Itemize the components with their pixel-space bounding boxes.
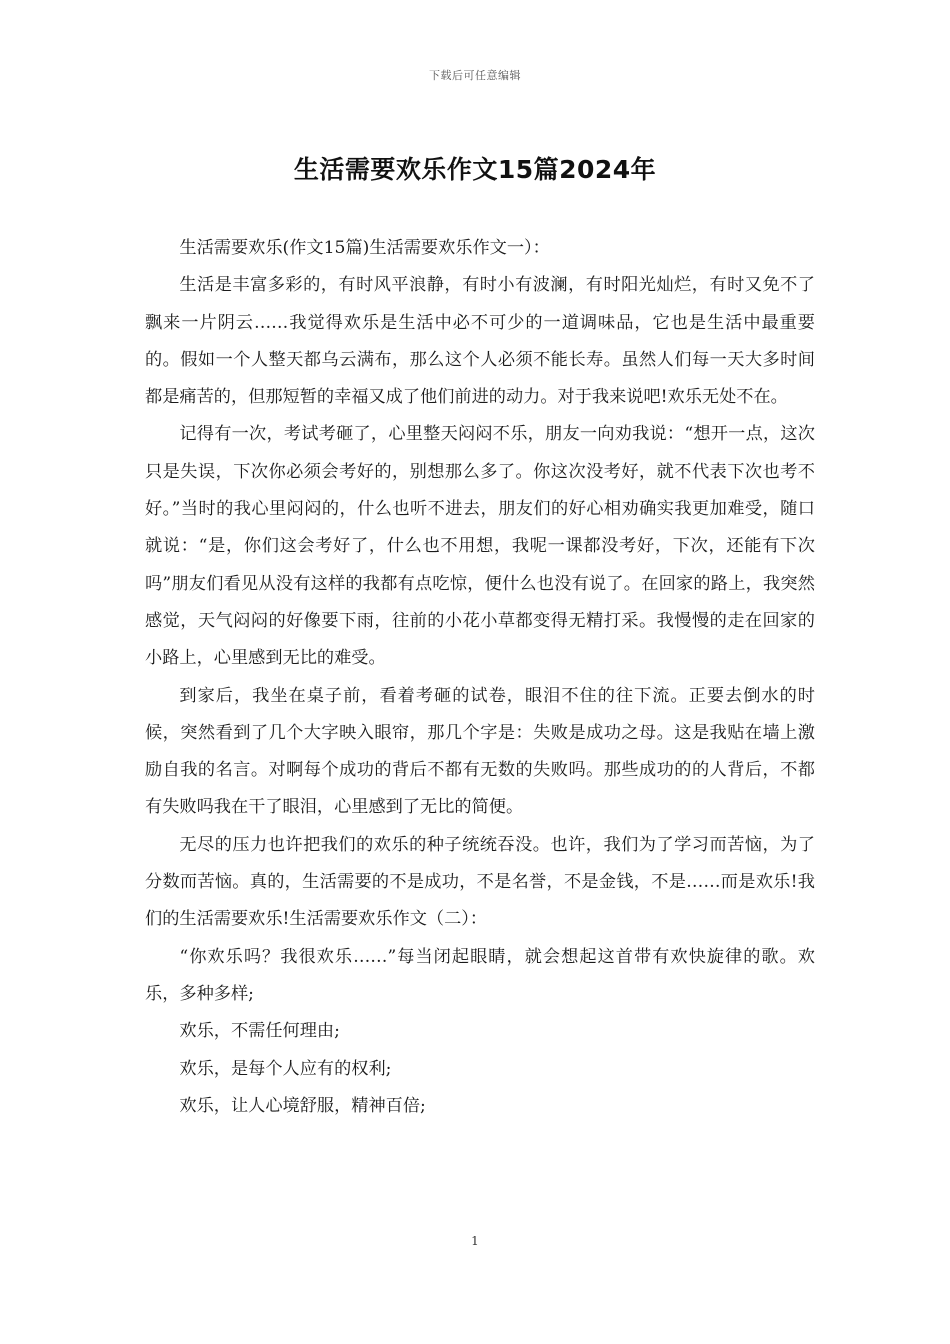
paragraph: 欢乐，是每个人应有的权利; [179,1058,392,1079]
document-body [145,230,815,1125]
header-note: 下载后可任意编辑 [429,69,521,82]
paragraph: 欢乐，不需任何理由; [179,1021,340,1042]
paragraph: 欢乐，让人心境舒服，精神百倍; [179,1095,426,1116]
paragraph-intro: 生活需要欢乐(作文15篇)生活需要欢乐作文一）： [179,238,550,258]
paragraph: 无尽的压力也许把我们的欢乐的种子统统吞没。也许，我们为了学习而苦恼，为了分数而苦恼。真的，生活需要的不是成功，不是名誉，不是金钱，不是……而是欢乐!我们的生活需要欢乐!生活需要欢乐作文（二）： [145,834,815,930]
paragraph: 记得有一次，考试考砸了，心里整天闷闷不乐，朋友一向劝我说：“想开一点，这次只是失误，下次你必须会考好的，别想那么多了。你这次没考好，就不代表下次也考不好。”当时的我心里闷闷的，什么也听不进去，朋友们的好心相劝确实我更加难受，随口就说：“是，你们这会考好了，什么也不用想，我呢一课都没考好，下次，还能有下次吗”朋友们看见从没有这样的我都有点吃惊，便什么也没有说了。在回家的路上，我突然感觉，天气闷闷的好像要下雨，往前的小花小草都变得无精打采。我慢慢的走在回家的小路上，心里感到无比的难受。 [145,424,815,669]
paragraph: “你欢乐吗？我很欢乐……”每当闭起眼睛，就会想起这首带有欢快旋律的歌。欢乐，多种多样; [145,946,815,1004]
paragraph: 到家后，我坐在桌子前，看着考砸的试卷，眼泪不住的往下流。正要去倒水的时候，突然看到了几个大字映入眼帘，那几个字是：失败是成功之母。这是我贴在墙上激励自我的名言。对啊每个成功的背后不都有无数的失败吗。那些成功的的人背后，不都有失败吗我在干了眼泪，心里感到了无比的简便。 [145,685,815,818]
page-number: 1 [471,1234,479,1248]
paragraph: 生活是丰富多彩的，有时风平浪静，有时小有波澜，有时阳光灿烂，有时又免不了飘来一片阴云……我觉得欢乐是生活中必不可少的一道调味品，它也是生活中最重要的。假如一个人整天都乌云满布，那么这个人必须不能长寿。虽然人们每一天大多时间都是痛苦的，但那短暂的幸福又成了他们前进的动力。对于我来说吧!欢乐无处不在。 [145,275,815,408]
document-title: 生活需要欢乐作文15篇2024年 [293,155,657,184]
